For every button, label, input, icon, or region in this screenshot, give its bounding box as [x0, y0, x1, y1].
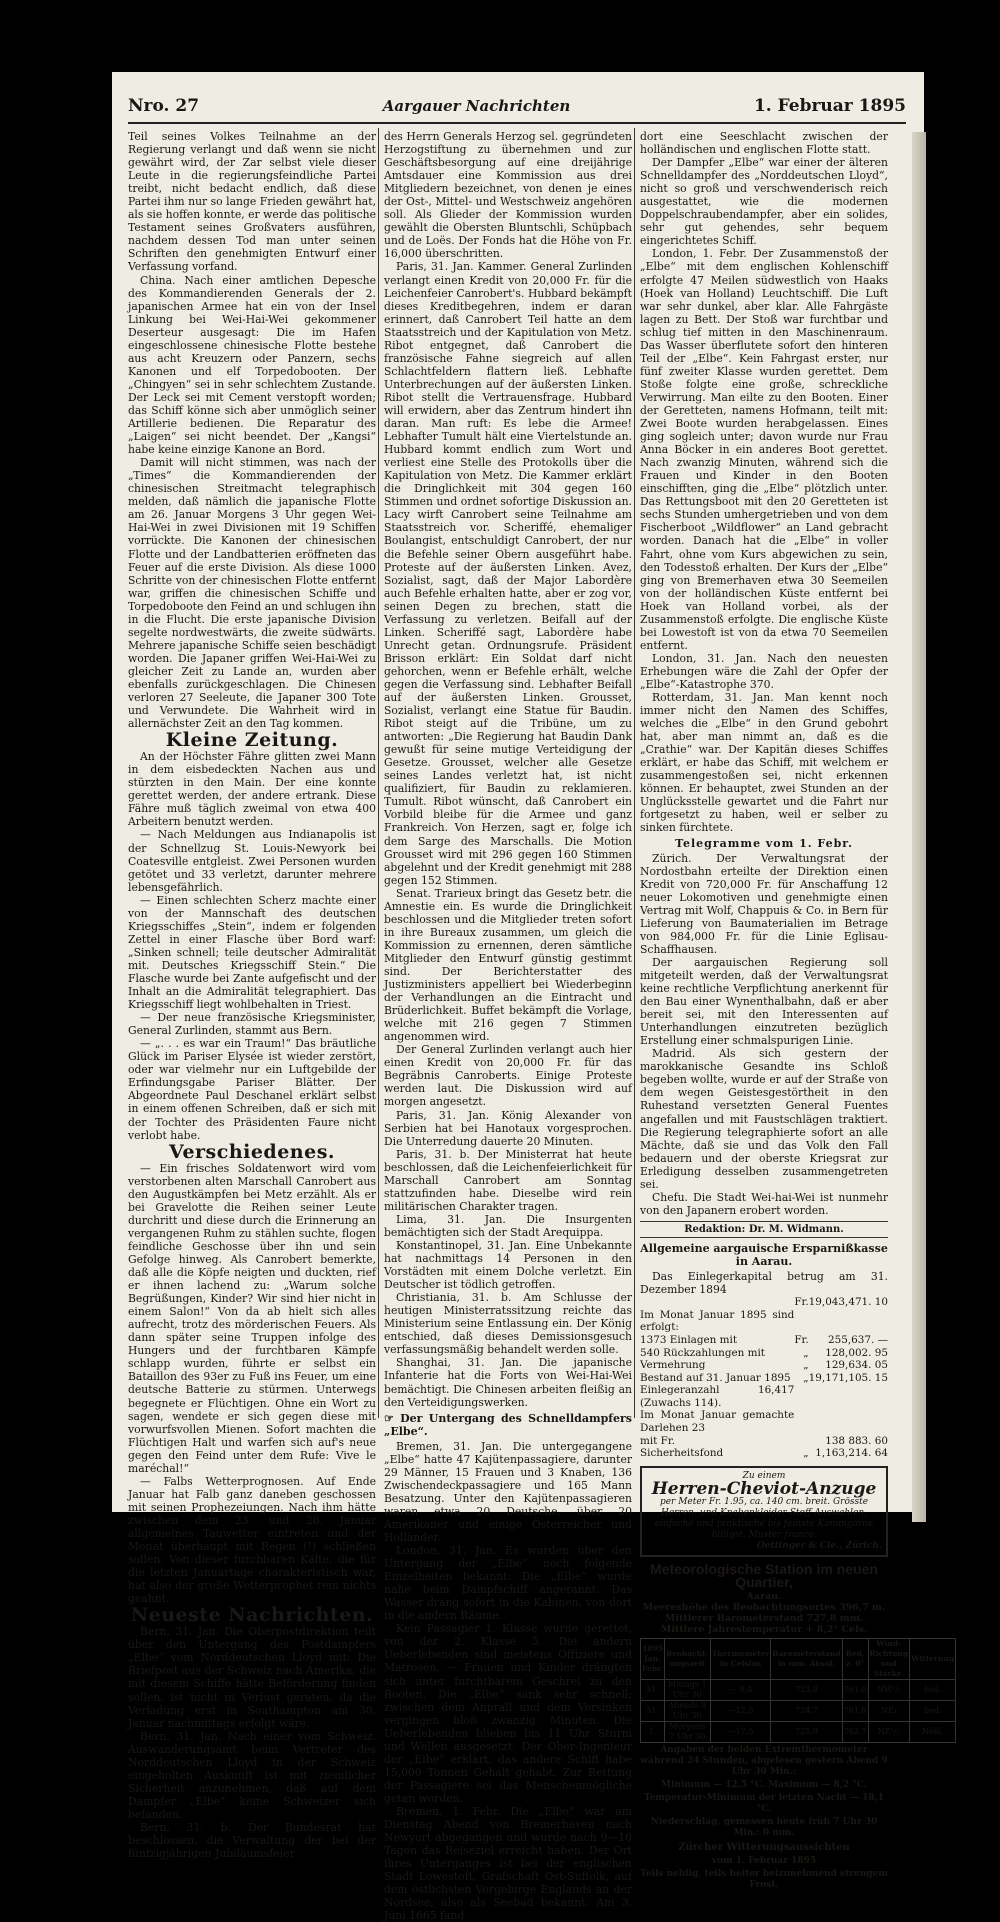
- article-paragraph: Paris, 31. Jan. König Alexander von Serbien hat bei Hanotaux vorgesprochen. Die Unterredung dauerte 20 Minuten.: [384, 1108, 632, 1148]
- zurich-forecast-text: Teils neblig, teils heiter beizunehmend strengem Frost.: [640, 1868, 888, 1890]
- bank-row: [640, 1334, 888, 1347]
- weather-header: Beobacht-ungszeit: [664, 1638, 710, 1679]
- article-paragraph: des Herrn Generals Herzog sel. gegründeten Herzogstiftung zu übernehmen und zur Geschäftsbesorgung auf eine dreijährige Amtsdauer eine Kommission aus drei Mitgliedern bezeichnet, von denen je eines der Ost-, Mittel- und Westschweiz angehören soll. Als Glieder der Kommission wurden gewählt die Obersten Bluntschli, Schüpbach und de Loës. Der Fonds hat die Höhe von Fr. 16,000 überschritten.: [384, 130, 632, 261]
- bank-row: [640, 1296, 888, 1309]
- column-3: [640, 130, 955, 1890]
- article-paragraph: Konstantinopel, 31. Jan. Eine Unbekannte hat nachmittags 14 Personen in den Vorstädten mit einem Dolche verletzt. Ein Deutscher ist tödlich getroffen.: [384, 1238, 632, 1292]
- article-paragraph: Bremen, 1. Febr. Die „Elbe“ war am Dienstag Abend von Bremerhaven nach Newyort abgegangen und wurde nach 9—10 Tagen das Reiseziel erreicht haben. Der Ort ihres Unterganges ist bei der englischen Stadt Lowestoft, Grafschaft Ost-Suffolk, auf dem östlichsten Vorgebirge Englands an der Nordsee, also als Seebad bekannt. Am 3. Juni 1665 fand: [384, 1805, 632, 1922]
- bank-cell: [640, 1296, 794, 1309]
- article-paragraph: dort eine Seeschlacht zwischen der holländischen und englischen Flotte statt.: [640, 130, 888, 157]
- bank-row: [640, 1359, 888, 1372]
- section-title-verschiedenes: Verschiedenes.: [168, 1140, 336, 1163]
- weather-cell: 725,9: [771, 1721, 842, 1742]
- bank-cell: [809, 1409, 888, 1434]
- article-paragraph: Paris, 31. Jan. Kammer. General Zurlinden verlangt einen Kredit von 20,000 Fr. für die Leichenfeier Canrobert's. Hubbard bekämpft dieses Kreditbegehren, indem er daran erinnert, daß Canrobert Teil hatte an dem Staatsstreich und der Kapitulation von Metz. Ribot entgegnet, daß Canrobert die französische Fahne siegreich auf allen Schlachtfeldern flattern ließ. Lebhafte Unterbrechungen auf der äußersten Linken. Ribot stellt die Vertrauensfrage. Hubbard will erwidern, aber das Zentrum hindert ihn daran. Man ruft: Es lebe die Armee! Lebhafter Tumult hält eine Viertelstunde an. Hubbard kommt endlich zum Wort und verliest eine Stelle des Protokolls über die Kapitulation von Metz. Die Kammer erklärt die Dringlichkeit mit 304 gegen 160 Stimmen und ordnet sofortige Diskussion an. Lacy wirft Canrobert seine Teilnahme am Staatsstreich vor. Scheriffé, ehemaliger Boulangist, entschuldigt Canrobert, der nur die Befehle seiner Obern ausgeführt habe. Proteste auf der äußersten Linken. Avez, Sozialist, sagt, daß der Major Labordère auch Befehle erhalten hatte, aber er zog vor, seinen Degen zu brechen, statt die Verfassung zu verletzen. Beifall auf der Linken. Scheriffé sagt, Labordère habe Unrecht getan. Ordnungsrufe. Präsident Brisson erklärt: Ein Soldat darf nicht gehorchen, wenn er Befehle erhält, welche gegen die Verfassung sind. Lebhafter Beifall auf der äußersten Linken. Grousset, Sozialist, verlangt eine Statue für Baudin. Ribot steigt auf die Tribüne, um zu antworten: „Die Regierung hat Baudin Dank gewußt für seine mutige Verteidigung der Gesetze. Grousset, welcher alle Gesetze seines Landes verletzt hat, ist nicht qualifiziert, für Baudin zu reklamieren. Tumult. Ribot wünscht, daß Canrobert ein Vorbild bleibe für die Armee und ganz Frankreich. Von Herzen, sagt er, folge ich dem Sarge des Marschalls. Die Motion Grousset wird mit 296 gegen 160 Stimmen abgelehnt und der Kredit genehmigt mit 288 gegen 152 Stimmen.: [384, 260, 632, 887]
- weather-cell: NW¹/₂: [868, 1679, 910, 1700]
- met-barometer: Mittlerer Barometerstand 727,8 mm.: [664, 1612, 864, 1624]
- article-paragraph: — Ein frisches Soldatenwort wird vom verstorbenen alten Marschall Canrobert aus den Augustkämpfen bei Metz erzählt. Als er bei Gravelotte die Reihen seiner Leute durchritt und diese durch die Erinnerung an vergangenen Ruhm zu stählen suchte, flogen feindliche Geschosse über ihn und sein Gefolge hinweg. Als Canrobert bemerkte, daß alle die Köpfe neigten und duckten, rief er ihnen lachend zu: „Warum solche Begrüßungen, Kinder? Wir sind hier nicht in einem Salon!“ Von da ab hielt sich alles aufrecht, trotz des mörderischen Feuers. Als dann später seine Truppen infolge des Hungers und der furchtbaren Kämpfe schlapp wurden, führte er selbst ein Bataillon des 93er zu Fuß ins Feuer, um eine deutsche Batterie zu stürmen. Unterwegs begegnete er Flüchtigen. Ohne ein Wort zu sagen, wendete er sich gegen diese mit vorwurfsvollen Mienen. Sofort machten die Flüchtigen Halt und warfen sich auf's neue gegen den Feind unter dem Rufe: Vive le maréchal!“: [128, 1161, 376, 1475]
- article-paragraph: Der aargauischen Regierung soll mitgeteilt werden, daß der Verwaltungsrat keine rechtliche Verpflichtung anerkennt für den Bau einer Wynenthalbahn, daß er aber bereit sei, mit den Interessenten auf Unterhandlungen einzutreten bezüglich Erstellung einer schmalspurigen Linie.: [640, 955, 888, 1048]
- column-rule: [634, 128, 635, 1418]
- article-paragraph: Kein Passagier 1. Klasse wurde gerettet, von der 2. Klasse 5. Die andern Ueberlebenden sind meistens Offiziere und Matrosen. — Frauen und Kinder drängten sich unter furchtbarem Geschrei zu den Booten. Die „Elbe“ sank sehr schnell; zwischen dem Anprall und dem Versinken vergingen bloß zwanzig Minuten. Die Ueberlebenden blieben bis 11 Uhr Sturm und Wellen ausgesetzt. Der Ober-Ingenieur der „Elbe“ erklärt, das andere Schiff habe 15,000 Tonnen Gehalt gehabt. Zur Rettung der Passagiere sei das Menschenmögliche getan worden.: [384, 1622, 632, 1805]
- bank-row: [640, 1384, 888, 1409]
- bank-cell: [794, 1384, 808, 1409]
- article-paragraph: Bern, 31. Jan. Die Oberpostdirektion teilt über den Untergang des Postdampfers „Elbe“ vom Norddeutschen Lloyd mit: Die Briefpost aus der Schweiz nach Amerika, die mit diesem Schiffe hätte Beförderung finden sollen, ist nicht in Verlust geraten, da die Verladung erst in Southampton am 30. Januar nachmittags erfolgt wäre.: [128, 1625, 376, 1730]
- weather-cell: Abends 9 Uhr 30: [664, 1700, 710, 1721]
- article-paragraph: Der General Zurlinden verlangt auch hier einen Kredit von 20,000 Fr. für das Begräbnis Canroberts. Einige Proteste werden laut. Die Diskussion wird auf morgen angesetzt.: [384, 1043, 632, 1109]
- bank-cell: „: [803, 1359, 809, 1372]
- article-paragraph: Bern, 31. b. Der Bundesrat hat beschlossen, die Verwaltung der bei der fünfzigjährigen Jubiläumsfeier: [128, 1821, 376, 1861]
- bank-cell: 129,634. 05: [825, 1359, 888, 1372]
- bank-cell: [794, 1409, 808, 1434]
- weather-cell: 761,8: [842, 1700, 868, 1721]
- section-title-neueste-nachrichten: Neueste Nachrichten.: [130, 1604, 374, 1627]
- met-foot-4: Niederschlag, gemessen heute früh 7 Uhr 30 Min.: 0 mm.: [650, 1816, 878, 1838]
- bank-cell: 19,171,105. 15: [808, 1371, 888, 1384]
- bank-cell: 19,043,471. 10: [808, 1296, 888, 1309]
- editor-line: Redaktion: Dr. M. Widmann.: [640, 1221, 888, 1238]
- weather-cell: —17,5: [710, 1721, 771, 1742]
- weather-cell: Nebl.: [910, 1721, 956, 1742]
- zurich-forecast-title: Zürcher Witterungsaussichten: [678, 1841, 850, 1853]
- newspaper-title: Aargauer Nachrichten: [382, 97, 571, 115]
- cheviot-advertisement: [640, 1466, 888, 1557]
- bank-cell: [794, 1309, 808, 1334]
- met-altitude: Meereshöhe des Beobachtungsortes 396,7 m.: [642, 1601, 886, 1613]
- weather-cell: 762,7: [842, 1721, 868, 1742]
- weather-cell: bed.: [910, 1700, 956, 1721]
- bank-cell: Fr.: [794, 1296, 809, 1309]
- article-paragraph: London, 31. Jan. Es wurden über den Untergang der „Elbe“ noch folgende Einzelheiten bekannt: Die „Elbe“ wurde nahe beim Dampfschiff angerannt. Das Wasser drang sofort in die Kabinen, von dort in die andern Räume.: [384, 1544, 632, 1623]
- article-paragraph: Bern, 31. Jan. Nach einer vom Schweiz. Auswanderungsamt beim Vertreter des Norddeutschen Lloyd in der Schweiz eingeholten Auskunft ist mit ziemlicher Sicherheit anzunehmen, daß auf dem Dampfer „Elbe“ keine Schweizer sich befanden.: [128, 1729, 376, 1821]
- article-paragraph: — Falbs Wetterprognosen. Auf Ende Januar hat Falb ganz daneben geschossen mit seinen Prophezeiungen. Nach ihm hätte zwischen dem 23. und 26. Januar allgemeines Tauwetter eintreten und der Monat überhaupt mit Regen (!) schließen sollen. Von dieser furchbaren Kälte, die für die letzten Januartage charakteristisch war, hat also der große Wetterprophet rein nichts geahnt.: [128, 1474, 376, 1606]
- issue-number: Nro. 27: [128, 96, 200, 116]
- weather-cell: NE¹/₂: [868, 1721, 910, 1742]
- column-1: [128, 130, 376, 1861]
- savings-bank-notice: [640, 1242, 888, 1460]
- section-title-elbe: ☞ Der Untergang des Schnelldampfers „Elbe“.: [384, 1411, 632, 1438]
- met-title: Meteorologische Station im neuen Quartier,: [650, 1560, 878, 1590]
- article-paragraph: — Einen schlechten Scherz machte einer von der Mannschaft des deutschen Kriegsschiffes „Stein“, indem er folgenden Zettel in einer Flasche über Bord warf: „Sinken schnell; teile deutscher Admiralität mit. Deutsches Kriegsschiff Stein.“ Die Flasche wurde bei Zante aufgefischt und der Inhalt an die Admiralität telegraphiert. Das Kriegsschiff liegt wohlbehalten in Triest.: [128, 893, 376, 1012]
- bank-cell: Im Monat Januar gemachte Darlehen 23: [640, 1409, 795, 1435]
- weather-cell: NE₁: [868, 1700, 910, 1721]
- article-paragraph: London, 1. Febr. Der Zusammenstoß der „Elbe“ mit dem englischen Kohlenschiff erfolgte 47 Meilen südwestlich von Haaks (Hoek van Holland) Leuchtschiff. Die Luft war sehr dunkel, aber klar. Alle Fahrgäste lagen zu Bett. Der Stoß war furchtbar und schlug tief mitten in den Maschinenraum. Das Wasser überflutete sofort den hinteren Teil der „Elbe“. Kein Fahrgast erster, nur fünf zweiter Klasse wurden gerettet. Dem Stoße folgte eine große, schreckliche Verwirrung. Man eilte zu den Booten. Einer der Geretteten, namens Hofmann, teilt mit: Zwei Boote wurden herabgelassen. Eines ging sogleich unter; davon wurde nur Frau Anna Böcker in ein anderes Boot gerettet. Nach zwanzig Minuten, während sich die Frauen und Kinder in den Booten einschifften, ging die „Elbe“ plötzlich unter. Das Rettungsboot mit den 20 Geretteten ist sechs Stunden umhergetrieben und von dem Fischerboot „Wildflower“ an Land gebracht worden. Danach hat die „Elbe“ in voller Fahrt, ohne vom Kurs abgewichen zu sein, den Todesstoß erhalten. Der Kurs der „Elbe“ ging von Bremerhaven etwa 30 Seemeilen von der holländischen Küste entfernt bei Hoek van Holland vorbei, als der Zusammenstoß erfolgte. Die englische Küste bei Lowestoft ist von da etwa 70 Seemeilen entfernt.: [640, 247, 888, 652]
- bank-cell: Einlegeranzahl 16,417 (Zuwachs 114).: [640, 1384, 795, 1409]
- ad-intro: Zu einem: [742, 1470, 786, 1481]
- weather-row: [641, 1721, 956, 1742]
- article-paragraph: Paris, 31. b. Der Ministerrat hat heute beschlossen, daß die Leichenfeierlichkeit für Marschall Canrobert am Sonntag stattzufinden habe. Dieselbe wird rein militärischen Charakter tragen.: [384, 1147, 632, 1213]
- bank-cell: 138 883. 60: [825, 1434, 888, 1447]
- bank-cell: „: [803, 1447, 809, 1460]
- weather-header: Barometerstand in mm. Absol.: [771, 1638, 842, 1679]
- bank-row: [640, 1409, 888, 1434]
- weather-row: [641, 1700, 956, 1721]
- bank-cell: „: [803, 1371, 809, 1384]
- weather-table: [640, 1638, 956, 1743]
- article-paragraph: Der Dampfer „Elbe“ war einer der älteren Schnelldampfer des „Norddeutschen Lloyd“, nicht so groß und verschwenderisch reich ausgestattet, wie die modernen Doppelschraubendampfer, aber ein solides, sehr gut gehendes, sehr bequem eingerichtetes Schiff.: [640, 156, 888, 248]
- ad-body: per Meter Fr. 1.95, ca. 140 cm. breit. Grösste Herren- und Knabenkleider-Stoff-Auswahlen, einfache und praktische bis feinste Kammgarne billigst. Muster franco.: [654, 1496, 874, 1540]
- met-foot-2: Minimum — 12,5 °C. Maximum — 8,2 °C.: [661, 1779, 867, 1790]
- bank-row: [640, 1347, 888, 1360]
- section-title-telegramme: Telegramme vom 1. Febr.: [675, 836, 853, 850]
- article-paragraph: Zürich. Der Verwaltungsrat der Nordostbahn erteilte der Direktion einen Kredit von 720,000 Fr. für Anschaffung 12 neuer Lokomotiven und genehmigte einen Vertrag mit Wolf, Chappuis & Co. in Bern für Lieferung von Baumaterialien im Betrage von 984,000 Fr. für die Linie Eglisau-Schaffhausen.: [640, 851, 888, 956]
- zurich-forecast-date: vom 1. Februar 1895: [711, 1855, 817, 1866]
- bank-cell: mit Fr.: [640, 1434, 675, 1447]
- bank-title: Allgemeine aargauische Ersparnißkasse in Aarau.: [640, 1241, 888, 1268]
- article-paragraph: Rotterdam, 31. Jan. Man kennt noch immer nicht den Namen des Schiffes, welches die „Elbe“ in den Grund gebohrt hat, aber man nimmt an, daß es die „Crathie“ war. Der Kapitän dieses Schiffes erklärt, er habe das Schiff, mit welchem er zusammengestoßen sei, nicht erkennen können. Er behauptet, zwei Stunden an der Unglücksstelle gewartet und die Fahrt nur fortgesetzt zu haben, weil er selber zu sinken fürchtete.: [640, 691, 888, 835]
- article-paragraph: — Nach Meldungen aus Indianapolis ist der Schnellzug St. Louis-Newyork bei Coatesville entgleist. Zwei Personen wurden getötet und 33 verletzt, darunter mehrere lebensgefährlich.: [128, 828, 376, 894]
- newspaper-page: [112, 72, 955, 1922]
- article-paragraph: Madrid. Als sich gestern der marokkanische Gesandte ins Schloß begeben wollte, wurde er auf der Straße von dem wegen Geistesgestörtheit in den Ruhestand versetzten General Fuentes angefallen und mit Faustschlägen traktiert. Die Regierung telegraphierte sofort an alle Mächte, daß sie und das Volk den Fall bedauern und der oberste Kriegsrat zur Erledigung desselben zusammengetreten sei.: [640, 1047, 888, 1191]
- weather-row: [641, 1679, 956, 1700]
- weather-cell: bed.: [910, 1679, 956, 1700]
- article-paragraph: Christiania, 31. b. Am Schlusse der heutigen Ministerratssitzung reichte das Ministerium seine Entlassung ein. Der König entschied, daß dieses Demissionsgesuch verfassungsmäßig behandelt werden solle.: [384, 1291, 632, 1357]
- weather-header: Thermometer in Celsius: [710, 1638, 771, 1679]
- bank-row: [640, 1309, 888, 1334]
- bank-cell: 255,637. —: [828, 1333, 888, 1346]
- bank-cell: Im Monat Januar 1895 sind erfolgt:: [640, 1308, 795, 1334]
- bank-cell: Bestand auf 31. Januar 1895: [640, 1371, 791, 1384]
- article-paragraph: Damit will nicht stimmen, was nach der „Times“ die Kommandierenden der chinesischen Streitmacht telegraphisch melden, daß nämlich die japanische Flotte am 26. Januar Morgens 3 Uhr gegen Wei-Hai-Wei in zwei Divisionen mit 19 Schiffen vorrückte. Die Kanonen der chinesischen Flotte und der Landbatterien eröffneten das Feuer auf die erste Division. Als diese 1000 Schritte von der chinesischen Flotte entfernt war, griffen die chinesischen Schiffe und Torpedoboote den Feind an und schlugen ihn in die Flucht. Die erste japanische Division segelte nordwestwärts, die zweite südwärts. Mehrere japanische Schiffe seien beschädigt worden. Die Japaner griffen Wei-Hai-Wei zu gleicher Zeit zu Lande an, wurden aber ebenfalls zurückgeschlagen. Die Chinesen verloren 27 Seeleute, die Japaner 300 Tote und Verwundete. Die Wahrheit wird in allernächster Zeit an den Tag kommen.: [128, 456, 376, 731]
- column-rule: [378, 128, 379, 1418]
- bank-cell: Fr.: [794, 1333, 809, 1346]
- bank-row: [640, 1372, 888, 1385]
- bank-intro: Das Einlegerkapital betrug am 31. Dezember 1894: [640, 1270, 888, 1297]
- bank-cell: 1,163,214. 64: [815, 1447, 888, 1460]
- weather-header: 1895 Jan. Febr.: [641, 1638, 665, 1679]
- weather-header: Witterung: [910, 1638, 956, 1679]
- bank-cell: [809, 1384, 888, 1409]
- bank-cell: 1373 Einlagen mit: [640, 1333, 738, 1346]
- weather-cell: —12,5: [710, 1700, 771, 1721]
- article-paragraph: — „. . . es war ein Traum!“ Das bräutliche Glück im Pariser Elysée ist wieder zerstört, oder war vielmehr nur ein Luftgebilde der Erfindungsgabe Pariser Blätter. Der Abgeordnete Paul Deschanel erklärt selbst in einem offenen Schreiben, daß er sich mit der Tochter des Präsidenten Faure nicht verlobt habe.: [128, 1037, 376, 1142]
- section-title-kleine-zeitung: Kleine Zeitung.: [165, 729, 339, 752]
- article-paragraph: London, 31. Jan. Nach den neuesten Erhebungen wäre die Zahl der Opfer der „Elbe“-Katastrophe 370.: [640, 651, 888, 691]
- page-spine: [912, 132, 926, 1522]
- weather-cell: 761,0: [842, 1679, 868, 1700]
- weather-header: Red. z. 0°: [842, 1638, 868, 1679]
- article-paragraph: Teil seines Volkes Teilnahme an der Regierung verlangt und daß wenn sie nicht gewährt wird, der Zar selbst viele dieser Leute in die regierungsfeindliche Partei treibt, nicht bedacht endlich, daß diese Partei ihm nur so lange Frieden gewährt hat, als sie hoffen konnte, er werde das politische Testament seines Großvaters ausführen, nachdem dessen Tod man unter seinen Schriften den genehmigten Entwurf einer Verfassung vorfand.: [128, 130, 376, 274]
- ad-firm: Oettinger & Cie., Zürich.: [756, 1540, 882, 1551]
- masthead: [128, 96, 906, 124]
- column-2: [384, 130, 632, 1922]
- weather-report: [640, 1560, 955, 1891]
- bank-row: [640, 1447, 888, 1460]
- article-paragraph: Lima, 31. Jan. Die Insurgenten bemächtigten sich der Stadt Arequippa.: [384, 1212, 632, 1239]
- bank-cell: [809, 1309, 888, 1334]
- bank-cell: [794, 1435, 808, 1448]
- weather-cell: Morgens 7 Uhr 30: [664, 1721, 710, 1742]
- article-paragraph: Chefu. Die Stadt Wei-hai-Wei ist nunmehr von den Japanern erobert worden.: [640, 1190, 888, 1217]
- met-foot-3: Temperatur-Minimum der letzten Nacht — 18,1 °C.: [643, 1792, 885, 1814]
- article-paragraph: Bremen, 31. Jan. Die untergegangene „Elbe“ hatte 47 Kajütenpassagiere, darunter 29 Männer, 15 Frauen und 3 Knaben, 136 Zwischendeckpassagiere und 165 Mann Besatzung. Unter den Kajütenpassagieren waren etwa 20 Deutsche, über 20 Amerikaner und einige Österreicher und Holländer.: [384, 1439, 632, 1545]
- weather-header: Wind-Richtung und Stärke.: [869, 1638, 909, 1678]
- weather-cell: 31.: [641, 1700, 665, 1721]
- met-foot-1: Angaben der beiden Extremthermometer während 24 Stunden, abgelesen gestern Abend 9 Uhr 30 Min.:: [640, 1744, 888, 1777]
- weather-cell: 31.: [641, 1679, 665, 1700]
- weather-cell: 723,9: [771, 1679, 842, 1700]
- bank-cell: 128,002. 95: [825, 1346, 888, 1359]
- bank-cell: „: [803, 1346, 809, 1359]
- weather-cell: — 9,4: [710, 1679, 771, 1700]
- met-city: Aarau.: [746, 1590, 782, 1602]
- article-paragraph: Senat. Trarieux bringt das Gesetz betr. die Amnestie ein. Es wurde die Dringlichkeit beschlossen und die Mitglieder treten sofort in ihre Bureaux zusammen, um gleich die Kommission zu ernennen, deren sämtliche Mitglieder den Entwurf günstig gestimmt sind. Der Berichterstatter des Justizministers appelliert bei Wiederbeginn der Verhandlungen an die Eintracht und Brüderlichkeit. Buffet bekämpft die Vorlage, welche mit 216 gegen 7 Stimmen angenommen wird.: [384, 886, 632, 1044]
- article-paragraph: China. Nach einer amtlichen Depesche des Kommandierenden Generals der 2. japanischen Armee hat ein von der Insel Linkung bei Wei-Hai-Wei gekommener Deserteur ausgesagt: Die im Hafen eingeschlossene chinesische Flotte bestehe aus acht Kreuzern oder Panzern, sechs Kanonen und elf Torpedobooten. Der „Chingyen“ sei in sehr schlechtem Zustande. Der Leck sei mit Cement verstopft worden; das Schiff könne sich aber unmöglich seiner Artillerie bedienen. Die Reparatur des „Laigen“ sei nicht beendet. Der „Kangsi“ habe keine einzige Kanone an Bord.: [128, 273, 376, 457]
- article-paragraph: Shanghai, 31. Jan. Die japanische Infanterie hat die Forts von Wei-Hai-Wei bemächtigt. Die Chinesen arbeiten fleißig an den Verteidigungswerken.: [384, 1356, 632, 1409]
- weather-cell: Mittags 1 Uhr 30: [664, 1679, 710, 1700]
- ad-title: Herren-Cheviot-Anzuge: [651, 1478, 877, 1499]
- bank-cell: Sicherheitsfond: [640, 1447, 724, 1460]
- bank-cell: Vermehrung: [640, 1359, 706, 1372]
- article-paragraph: — Der neue französische Kriegsminister, General Zurlinden, stammt aus Bern.: [128, 1011, 376, 1038]
- bank-cell: 540 Rückzahlungen mit: [640, 1346, 765, 1359]
- met-temperature: Mittlere Jahrestemperatur + 8,2° Cels.: [660, 1623, 868, 1635]
- article-paragraph: An der Höchster Fähre glitten zwei Mann in dem eisbedeckten Nachen aus und stürzten in den Main. Der eine konnte gerettet werden, der andere ertrank. Diese Fähre muß täglich zweimal von etwa 400 Arbeitern benutzt werden.: [128, 750, 376, 829]
- issue-date: 1. Februar 1895: [753, 96, 906, 116]
- weather-cell: 724,7: [771, 1700, 842, 1721]
- bank-table: [640, 1296, 888, 1460]
- weather-cell: 1.: [641, 1721, 665, 1742]
- bank-row: [640, 1435, 888, 1448]
